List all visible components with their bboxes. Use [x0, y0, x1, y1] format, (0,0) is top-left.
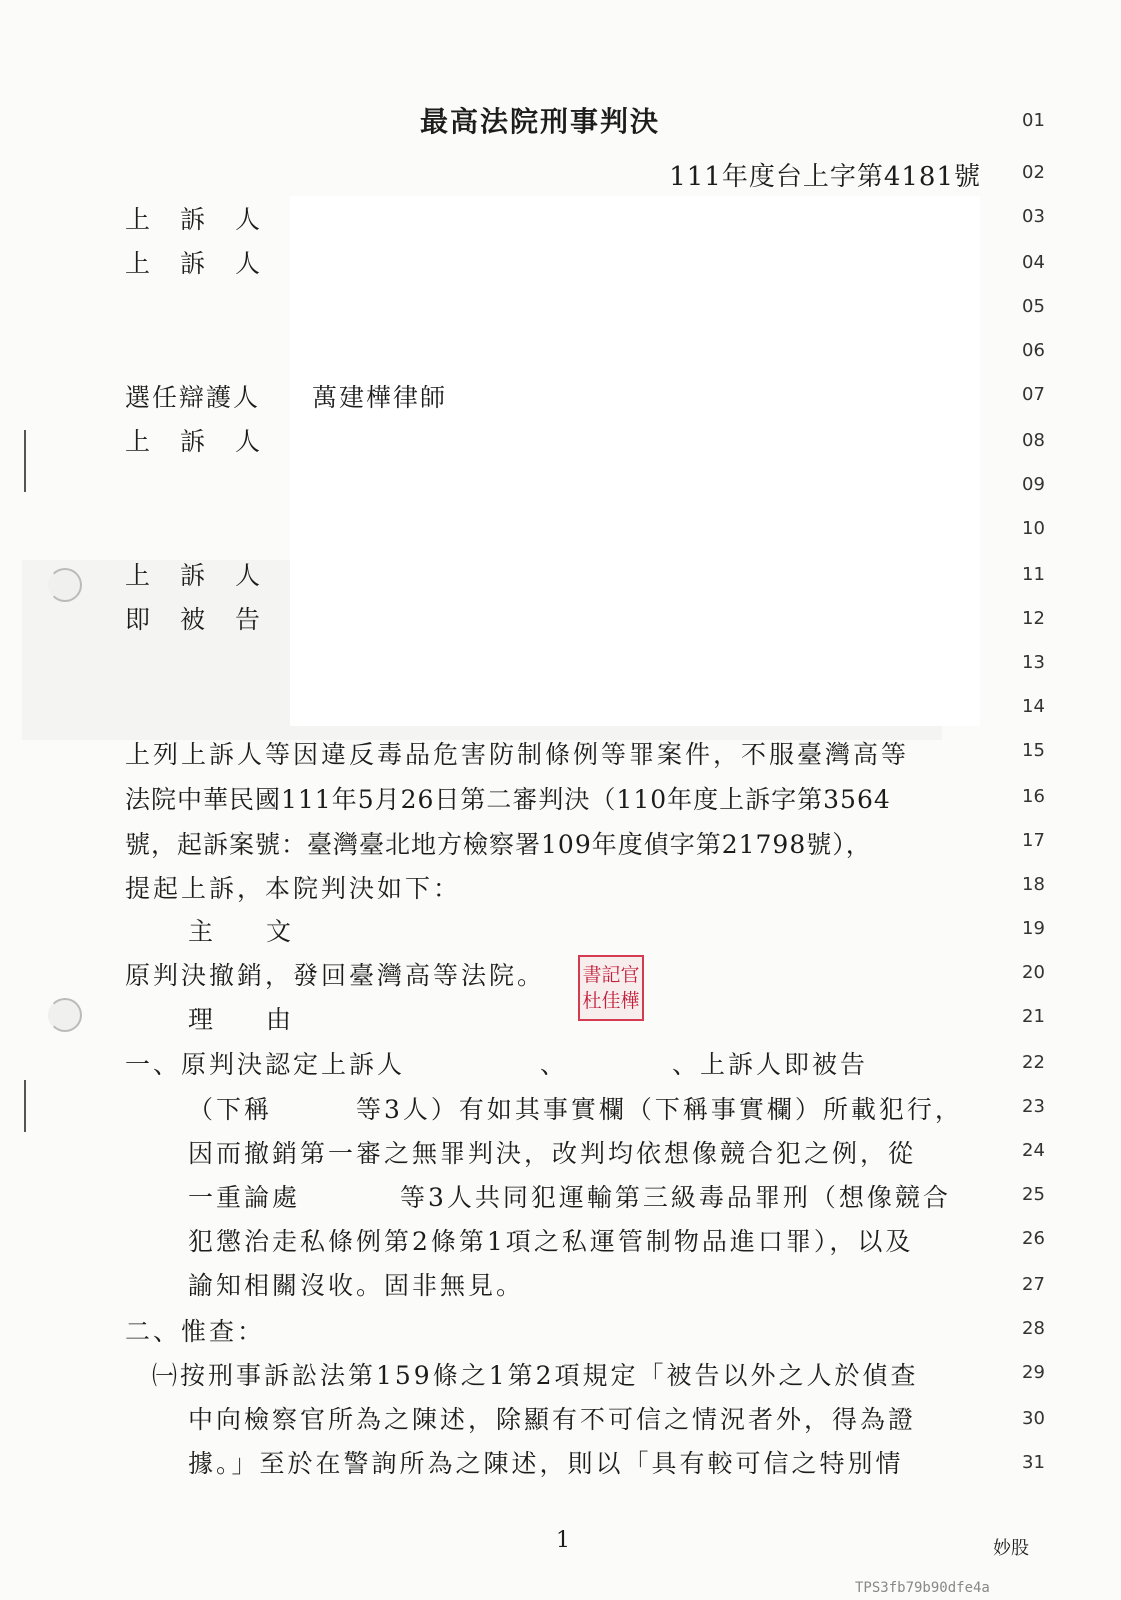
party-defendant: 即被告 [125, 605, 291, 634]
line-number: 26 [1022, 1228, 1045, 1249]
body-line: 等3人共同犯運輸第三級毒品罪刑（想像競合 [400, 1183, 951, 1212]
body-line: 法院中華民國111年5月26日第二審判決（110年度上訴字第3564 [125, 785, 891, 814]
case-number: 111年度台上字第4181號 [669, 162, 981, 192]
body-line: 諭知相關沒收。固非無見。 [188, 1271, 525, 1300]
body-line: 因而撤銷第一審之無罪判決，改判均依想像競合犯之例，從 [188, 1139, 917, 1168]
line-number: 13 [1022, 652, 1045, 673]
party-appellant-3: 上訴人 [125, 427, 291, 456]
line-number: 01 [1022, 110, 1045, 131]
line-number: 14 [1022, 696, 1045, 717]
line-number: 21 [1022, 1006, 1045, 1027]
page-number: 1 [556, 1528, 570, 1553]
document-title: 最高法院刑事判決 [420, 105, 661, 138]
line-number: 28 [1022, 1318, 1045, 1339]
document-id: TPS3fb79b90dfe4a [855, 1580, 990, 1596]
party-appellant-4: 上訴人 [125, 561, 291, 590]
body-line: 、 [540, 1050, 569, 1079]
body-line: 等3人）有如其事實欄（下稱事實欄）所載犯行， [356, 1095, 963, 1124]
line-number: 19 [1022, 918, 1045, 939]
line-number: 09 [1022, 474, 1045, 495]
line-number: 12 [1022, 608, 1045, 629]
main-heading: 主 文 [188, 917, 306, 946]
line-number: 03 [1022, 206, 1045, 227]
reason-heading: 理 由 [188, 1005, 306, 1034]
body-line: 一重論處 [188, 1183, 301, 1212]
body-line: 、上訴人即被告 [672, 1050, 869, 1079]
line-number: 18 [1022, 874, 1045, 895]
line-number: 29 [1022, 1362, 1045, 1383]
redaction-block-parties [290, 196, 980, 726]
line-number: 07 [1022, 384, 1045, 405]
binder-mark-top [24, 430, 26, 492]
line-number: 31 [1022, 1452, 1045, 1473]
binder-mark-bottom [24, 1080, 26, 1132]
line-number: 10 [1022, 518, 1045, 539]
line-number: 17 [1022, 830, 1045, 851]
body-line: 中向檢察官所為之陳述，除顯有不可信之情況者外，得為證 [188, 1405, 917, 1434]
body-line: （下稱 [188, 1095, 273, 1124]
line-number: 30 [1022, 1408, 1045, 1429]
clerk-seal [578, 955, 644, 1021]
line-number: 24 [1022, 1140, 1045, 1161]
punch-hole-bottom [48, 998, 82, 1032]
line-number: 25 [1022, 1184, 1045, 1205]
clerk-seal-title: 書記官 [582, 964, 640, 986]
line-number: 11 [1022, 564, 1045, 585]
body-line: 上列上訴人等因違反毒品危害防制條例等罪案件，不服臺灣高等 [125, 740, 910, 769]
party-appellant-1: 上訴人 [125, 205, 291, 234]
line-number: 06 [1022, 340, 1045, 361]
line-number: 23 [1022, 1096, 1045, 1117]
line-number: 15 [1022, 740, 1045, 761]
body-line: 提起上訴，本院判決如下： [125, 874, 462, 903]
line-number: 05 [1022, 296, 1045, 317]
party-appellant-2: 上訴人 [125, 249, 291, 278]
line-number: 02 [1022, 162, 1045, 183]
main-text: 原判決撤銷，發回臺灣高等法院。 [125, 961, 546, 990]
body-line: 號，起訴案號：臺灣臺北地方檢察署109年度偵字第21798號）， [125, 830, 872, 859]
section-heading: 二、惟查： [125, 1317, 266, 1346]
body-line: 據。」至於在警詢所為之陳述，則以「具有較可信之特別情 [188, 1449, 904, 1478]
line-number: 22 [1022, 1052, 1045, 1073]
line-number: 08 [1022, 430, 1045, 451]
line-number: 04 [1022, 252, 1045, 273]
department-label: 妙股 [993, 1538, 1029, 1559]
party-counsel-name: 萬建樺律師 [312, 383, 448, 412]
line-number: 20 [1022, 962, 1045, 983]
body-line: 犯懲治走私條例第2條第1項之私運管制物品進口罪），以及 [188, 1227, 914, 1256]
line-number: 27 [1022, 1274, 1045, 1295]
clerk-seal-name: 杜佳樺 [582, 990, 640, 1012]
body-line: 一、原判決認定上訴人 [125, 1050, 406, 1079]
punch-hole-top [48, 568, 82, 602]
line-number: 16 [1022, 786, 1045, 807]
party-counsel-label: 選任辯護人 [125, 383, 261, 412]
body-line: ㈠按刑事訴訟法第159條之1第2項規定「被告以外之人於偵查 [152, 1361, 919, 1390]
